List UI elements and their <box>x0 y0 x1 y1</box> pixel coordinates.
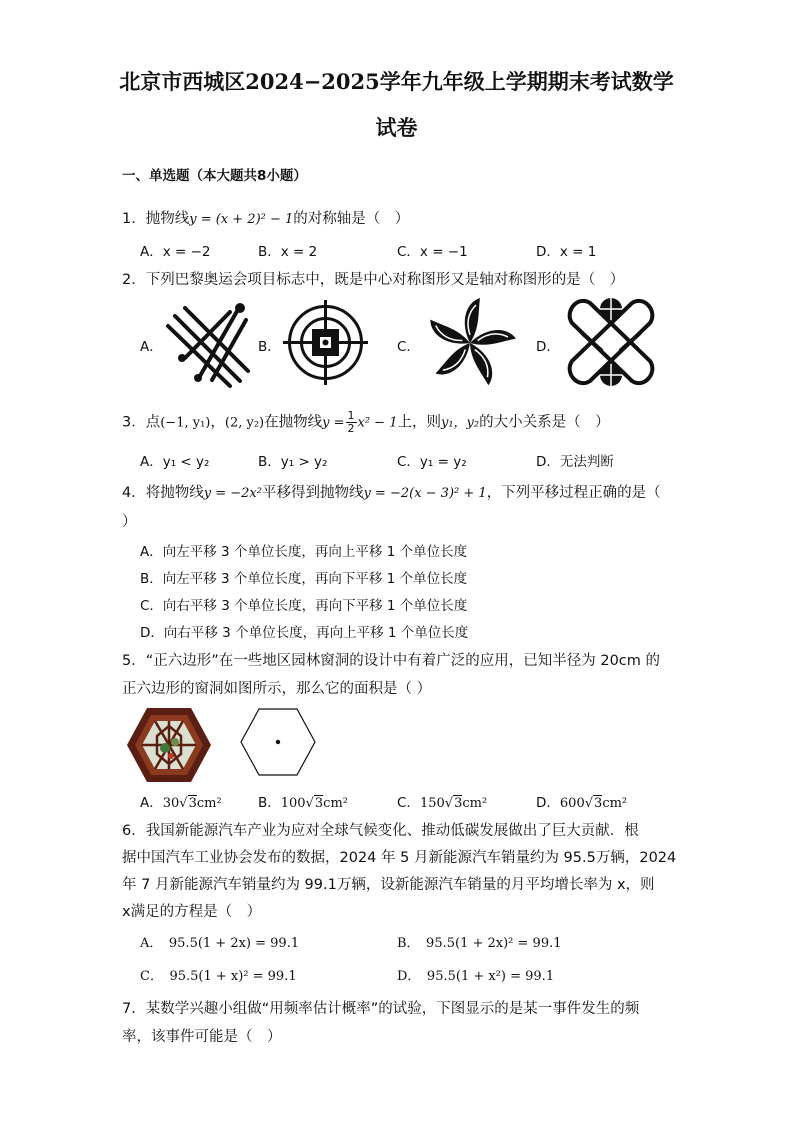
q4-text-b: 平移得到抛物线 <box>261 485 364 501</box>
q5-option-c[interactable]: C．150√3cm² <box>397 795 488 811</box>
question-3 <box>122 410 610 435</box>
q3-text-d: 的大小关系是（ ） <box>479 414 610 431</box>
q4-option-b[interactable]: B．向左平移 3 个单位长度，再向下平移 1 个单位长度 <box>140 571 468 587</box>
q4-line-2: ） <box>122 514 137 530</box>
q1-option-b[interactable]: B．x = 2 <box>258 244 318 260</box>
q3-text-a: 3．点 <box>122 414 161 431</box>
q5-option-d[interactable]: D．600√3cm² <box>536 795 628 811</box>
q1-option-d[interactable]: D．x = 1 <box>536 244 597 260</box>
q3-vars: y₁，y₂ <box>440 415 480 431</box>
logo-a-crossed-sticks-icon <box>160 298 255 388</box>
q2-label-a[interactable]: A． <box>140 339 163 355</box>
question-6-line-3: 年 7 月新能源汽车销量约为 99.1万辆，设新能源汽车销量的月平均增长率为 x，则 <box>122 877 655 893</box>
section-heading: 一、单选题（本大题共8小题） <box>122 168 307 184</box>
q1-option-a[interactable]: A．x = −2 <box>140 244 211 260</box>
q1-suffix: 的对称轴是（ ） <box>293 211 410 227</box>
q6-option-a[interactable]: A． 95.5(1 + 2x) = 99.1 <box>140 936 300 951</box>
q2-label-c[interactable]: C． <box>397 339 420 355</box>
logo-b-target-icon <box>283 300 368 385</box>
q6-option-b[interactable]: B． 95.5(1 + 2x)² = 99.1 <box>397 936 562 951</box>
page-title-line2: 试卷 <box>375 115 418 140</box>
hexagon-diagram <box>240 708 316 776</box>
question-6-line-1: 6．我国新能源汽车产业为应对全球气候变化、推动低碳发展做出了巨大贡献．根 <box>122 823 639 839</box>
q3-option-a[interactable]: A．y₁ < y₂ <box>140 454 210 470</box>
question-5-line-2: 正六边形的窗洞如图所示，那么它的面积是（ ） <box>122 681 432 697</box>
q5-option-a[interactable]: A．30√3cm² <box>140 795 222 811</box>
q4-option-a[interactable]: A．向左平移 3 个单位长度，再向上平移 1 个单位长度 <box>140 544 468 560</box>
question-4 <box>122 481 661 502</box>
page-title: 北京市西城区2024−2025学年九年级上学期期末考试数学 <box>119 69 674 94</box>
q1-option-c[interactable]: C．x = −1 <box>397 244 468 260</box>
hexagon-window-photo <box>125 706 213 784</box>
q2-label-d[interactable]: D． <box>536 339 560 355</box>
q1-prefix: 1．抛物线 <box>122 211 190 227</box>
q3-option-d[interactable]: D．无法判断 <box>536 454 614 470</box>
question-2: 2．下列巴黎奥运会项目标志中，既是中心对称图形又是轴对称图形的是（ ） <box>122 272 625 288</box>
question-7-line-2: 率，该事件可能是（ ） <box>122 1029 282 1045</box>
q3-fraction: $\frac{1}{2}$ <box>347 409 355 435</box>
q3-rhs: x² − 1 <box>357 415 398 431</box>
q4-text-c: ，下列平移过程正确的是（ <box>486 485 661 501</box>
q6-option-d[interactable]: D． 95.5(1 + x²) = 99.1 <box>397 969 555 984</box>
q6-option-c[interactable]: C． 95.5(1 + x)² = 99.1 <box>140 969 297 984</box>
q2-label-b[interactable]: B． <box>258 339 281 355</box>
question-6-line-4: x满足的方程是（ ） <box>122 904 262 920</box>
q4-text-a: 4．将抛物线 <box>122 485 204 501</box>
q3-text-c: 上，则 <box>397 414 441 431</box>
logo-d-basketball-icon <box>562 293 660 391</box>
q4-option-d[interactable]: D．向右平移 3 个单位长度，再向上平移 1 个单位长度 <box>140 625 469 641</box>
question-6-line-2: 据中国汽车工业协会发布的数据，2024 年 5 月新能源汽车销量约为 95.5万辆，2024 <box>122 850 677 866</box>
q4-option-c[interactable]: C．向右平移 3 个单位长度，再向下平移 1 个单位长度 <box>140 598 468 614</box>
q3-point-1: (−1, y₁) <box>160 415 211 431</box>
question-1 <box>122 207 409 228</box>
question-7-line-1: 7．某数学兴趣小组做“用频率估计概率”的试验，下图显示的是某一事件发生的频 <box>122 1001 640 1017</box>
q3-option-c[interactable]: C．y₁ = y₂ <box>397 454 467 470</box>
q3-option-b[interactable]: B．y₁ > y₂ <box>258 454 328 470</box>
q3-lhs: y = <box>322 415 345 431</box>
q4-formula-1: y = −2x² <box>203 486 262 501</box>
q3-sep: ， <box>210 414 225 431</box>
q1-formula: y = (x + 2)² − 1 <box>189 212 294 227</box>
q5-option-b[interactable]: B．100√3cm² <box>258 795 348 811</box>
question-5-line-1: 5．“正六边形”在一些地区园林窗洞的设计中有着广泛的应用，已知半径为 20cm 的 <box>122 653 661 669</box>
q4-formula-2: y = −2(x − 3)² + 1 <box>363 486 487 501</box>
q3-text-b: 在抛物线 <box>264 414 323 431</box>
logo-c-pinwheel-icon <box>420 295 520 390</box>
q3-point-2: (2, y₂) <box>224 415 265 431</box>
